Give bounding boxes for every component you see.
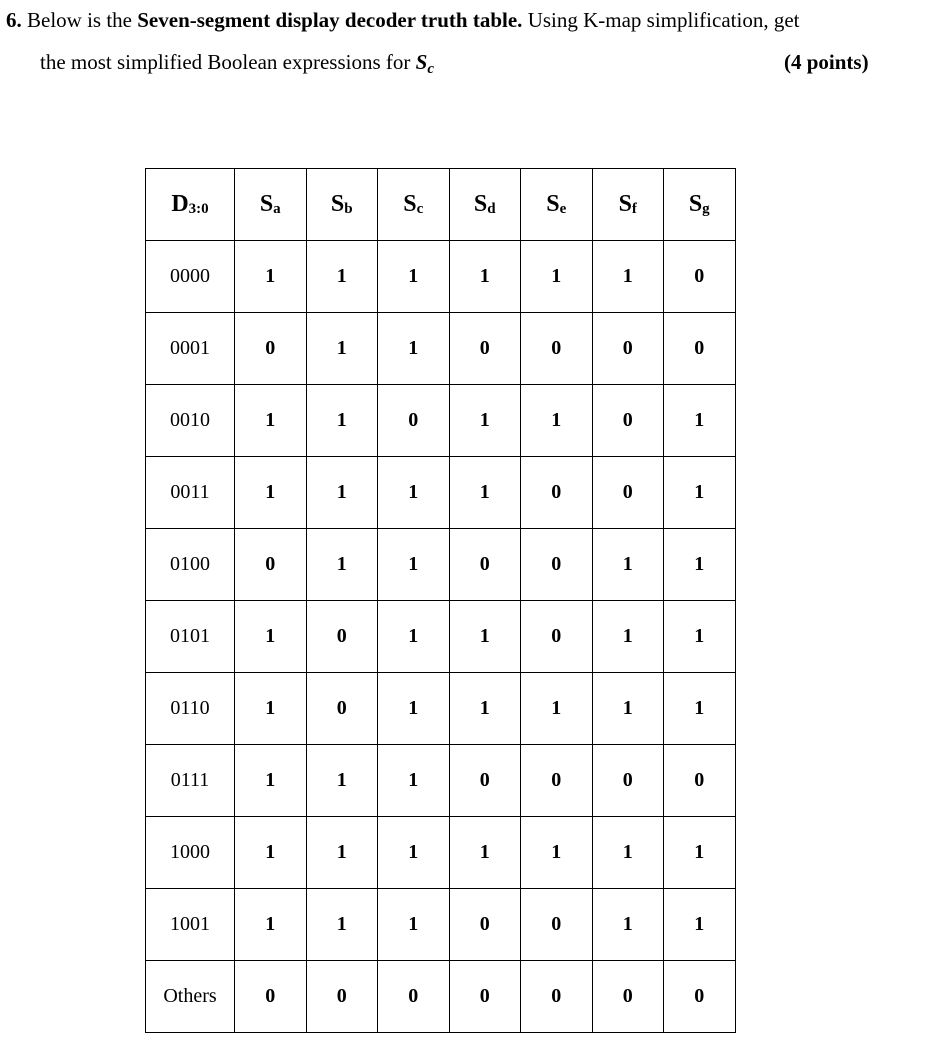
header-d-sub: 3:0: [188, 201, 209, 217]
cell-sf: 0: [592, 745, 664, 817]
cell-sg: 1: [664, 457, 736, 529]
cell-input-d: 0001: [146, 313, 235, 385]
cell-sf: 0: [592, 313, 664, 385]
cell-input-d: 1001: [146, 889, 235, 961]
header-sg-main: S: [688, 191, 703, 217]
cell-sc: 1: [378, 241, 450, 313]
question-line-1: [6, 6, 799, 34]
cell-sa: 1: [235, 673, 307, 745]
cell-sb: 1: [306, 745, 378, 817]
cell-sd: 0: [449, 889, 521, 961]
cell-sd: 1: [449, 817, 521, 889]
cell-sd: 1: [449, 241, 521, 313]
header-sa-sub: a: [273, 201, 281, 217]
header-sd: [449, 169, 521, 241]
header-sc-sub: c: [416, 201, 424, 217]
cell-sa: 1: [235, 817, 307, 889]
table-row: [146, 961, 736, 1033]
cell-sb: 1: [306, 313, 378, 385]
header-sg: [664, 169, 736, 241]
cell-input-d: 1000: [146, 817, 235, 889]
cell-sd: 0: [449, 961, 521, 1033]
header-sd-sub: d: [487, 201, 496, 217]
cell-input-d: 0111: [146, 745, 235, 817]
table-row: [146, 529, 736, 601]
cell-sd: 1: [449, 673, 521, 745]
cell-sf: 1: [592, 817, 664, 889]
cell-sd: 0: [449, 529, 521, 601]
cell-sf: 1: [592, 673, 664, 745]
table-row: [146, 601, 736, 673]
question-line-2-text: the most simplified Boolean expressions for: [40, 50, 411, 74]
cell-input-d: 0010: [146, 385, 235, 457]
cell-sc: 0: [378, 961, 450, 1033]
cell-input-d: Others: [146, 961, 235, 1033]
table-row: [146, 889, 736, 961]
cell-sf: 1: [592, 529, 664, 601]
question-intro: Below is the: [27, 8, 132, 32]
cell-sg: 1: [664, 817, 736, 889]
table-row: [146, 817, 736, 889]
cell-sa: 1: [235, 601, 307, 673]
header-sc-main: S: [403, 191, 417, 217]
cell-sd: 1: [449, 457, 521, 529]
cell-se: 0: [521, 457, 593, 529]
cell-sc: 1: [378, 673, 450, 745]
header-d-main: D: [171, 191, 189, 217]
cell-sc: 1: [378, 889, 450, 961]
target-variable: [415, 50, 434, 77]
cell-sb: 1: [306, 889, 378, 961]
cell-sd: 0: [449, 745, 521, 817]
header-sb-main: S: [330, 191, 345, 217]
cell-se: 1: [521, 385, 593, 457]
cell-sf: 0: [592, 385, 664, 457]
cell-sg: 1: [664, 529, 736, 601]
cell-sc: 1: [378, 817, 450, 889]
cell-se: 0: [521, 745, 593, 817]
cell-sa: 1: [235, 241, 307, 313]
target-variable-symbol: S: [415, 50, 428, 74]
table-row: [146, 241, 736, 313]
cell-se: 0: [521, 601, 593, 673]
cell-sc: 1: [378, 601, 450, 673]
question-line-2: [40, 48, 434, 79]
cell-sc: 0: [378, 385, 450, 457]
cell-input-d: 0110: [146, 673, 235, 745]
cell-se: 1: [521, 817, 593, 889]
cell-se: 1: [521, 673, 593, 745]
cell-sc: 1: [378, 313, 450, 385]
header-sf-main: S: [618, 191, 632, 217]
target-variable-subscript: c: [427, 61, 434, 77]
cell-sa: 1: [235, 745, 307, 817]
table-row: [146, 385, 736, 457]
cell-sa: 1: [235, 385, 307, 457]
cell-sf: 1: [592, 889, 664, 961]
question-points: (4 points): [784, 50, 869, 74]
cell-sg: 0: [664, 241, 736, 313]
cell-input-d: 0011: [146, 457, 235, 529]
header-se: [521, 169, 593, 241]
cell-se: 0: [521, 529, 593, 601]
cell-sf: 1: [592, 241, 664, 313]
question-number: 6.: [6, 8, 22, 32]
header-se-sub: e: [559, 201, 567, 217]
cell-sb: 1: [306, 385, 378, 457]
header-sf-sub: f: [631, 201, 637, 217]
cell-sb: 0: [306, 601, 378, 673]
question-title: Seven-segment display decoder truth table.: [137, 8, 523, 32]
question-instruction: Using K-map simplification, get: [527, 8, 800, 32]
cell-sa: 1: [235, 889, 307, 961]
cell-sg: 1: [664, 889, 736, 961]
cell-sa: 0: [235, 961, 307, 1033]
cell-sb: 0: [306, 961, 378, 1033]
cell-se: 1: [521, 241, 593, 313]
cell-sd: 0: [449, 313, 521, 385]
header-sb: [306, 169, 378, 241]
cell-input-d: 0100: [146, 529, 235, 601]
cell-se: 0: [521, 313, 593, 385]
truth-table-body: [146, 241, 736, 1033]
cell-sb: 1: [306, 529, 378, 601]
header-sa-main: S: [259, 191, 274, 217]
cell-sa: 0: [235, 313, 307, 385]
cell-sb: 1: [306, 241, 378, 313]
table-row: [146, 457, 736, 529]
header-sc: [378, 169, 450, 241]
cell-sd: 1: [449, 601, 521, 673]
table-row: [146, 313, 736, 385]
cell-sf: 1: [592, 601, 664, 673]
cell-se: 0: [521, 889, 593, 961]
table-row: [146, 745, 736, 817]
cell-se: 0: [521, 961, 593, 1033]
cell-sb: 0: [306, 673, 378, 745]
truth-table: [145, 168, 736, 1033]
cell-sf: 0: [592, 961, 664, 1033]
cell-sg: 0: [664, 961, 736, 1033]
cell-sc: 1: [378, 457, 450, 529]
cell-input-d: 0000: [146, 241, 235, 313]
header-sd-main: S: [473, 191, 488, 217]
cell-input-d: 0101: [146, 601, 235, 673]
cell-sb: 1: [306, 457, 378, 529]
cell-sa: 1: [235, 457, 307, 529]
header-d: [146, 169, 235, 241]
cell-sg: 0: [664, 313, 736, 385]
header-se-main: S: [546, 191, 560, 217]
header-sf: [592, 169, 664, 241]
truth-table-header-row: [146, 169, 736, 241]
cell-sg: 0: [664, 745, 736, 817]
cell-sa: 0: [235, 529, 307, 601]
cell-sg: 1: [664, 673, 736, 745]
cell-sc: 1: [378, 745, 450, 817]
cell-sf: 0: [592, 457, 664, 529]
header-sg-sub: g: [702, 201, 710, 217]
cell-sb: 1: [306, 817, 378, 889]
cell-sg: 1: [664, 385, 736, 457]
cell-sg: 1: [664, 601, 736, 673]
table-row: [146, 673, 736, 745]
header-sb-sub: b: [344, 201, 353, 217]
cell-sd: 1: [449, 385, 521, 457]
cell-sc: 1: [378, 529, 450, 601]
header-sa: [235, 169, 307, 241]
